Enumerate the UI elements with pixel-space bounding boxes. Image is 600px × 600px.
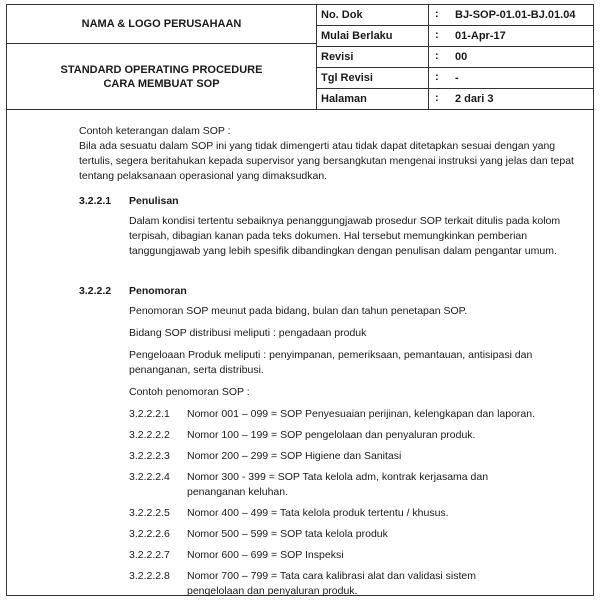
meta-colon: : [435, 29, 439, 41]
section-paragraph: Contoh penomoran SOP : [129, 386, 250, 398]
meta-label: Halaman [321, 93, 367, 105]
meta-row-revision-date [317, 68, 593, 89]
header-meta [317, 5, 593, 109]
meta-value: BJ-SOP-01.01-BJ.01.04 [455, 9, 576, 21]
company-name: NAMA & LOGO PERUSAHAAN [7, 5, 316, 44]
sop-title-line2: CARA MEMBUAT SOP [103, 77, 220, 90]
example-text: Nomor 700 – 799 = Tata cara kalibrasi alat dan validasi sistem pengelolaan dan penyaluran produk. [187, 570, 477, 597]
example-number: 3.2.2.2.3 [129, 450, 170, 462]
section-paragraph: Pengeloaan Produk meliputi : penyimpanan, pemeriksaan, pemantauan, antisipasi dan penanganan, serta distribusi. [129, 349, 533, 376]
intro-block [79, 124, 579, 184]
sop-title [7, 44, 316, 109]
section-paragraph: Bidang SOP distribusi meliputi : pengadaan produk [129, 327, 367, 339]
sop-title-line1: STANDARD OPERATING PROCEDURE [60, 63, 263, 76]
example-number: 3.2.2.2.7 [129, 549, 170, 561]
example-text: Nomor 200 – 299 = SOP Higiene dan Sanitasi [187, 450, 402, 462]
meta-colon: : [435, 71, 439, 83]
intro-heading: Contoh keterangan dalam SOP : [79, 125, 231, 137]
intro-text: Bila ada sesuatu dalam SOP ini yang tidak dimengerti atau tidak dapat ditetapkan sesuai dengan yang tertulis, segera beritahukan kepada supervisor yang bersangkutan mengenai instruksi yang jelas dan tepat tentang pelaksanaan operasional yang dimaksudkan. [79, 140, 574, 182]
document-header [7, 5, 593, 110]
meta-value: 2 dari 3 [455, 93, 494, 105]
meta-value: 00 [455, 51, 468, 63]
section-number: 3.2.2.1 [79, 195, 112, 207]
meta-value: - [455, 72, 459, 84]
section-paragraph: Dalam kondisi tertentu sebaiknya penanggungjawab prosedur SOP terkait ditulis pada kolom terpisah, dibagian kanan pada teks dokumen. Hal tersebut memungkinkan pemberian tanggungjawab yang lebih spesifik dibandingkan dengan penulisan dalam pengantar umum. [129, 215, 561, 257]
example-text: Nomor 400 – 499 = Tata kelola produk tertentu / khusus. [187, 507, 449, 519]
section-title: Penulisan [129, 195, 179, 207]
example-text: Nomor 100 – 199 = SOP pengelolaan dan penyaluran produk. [187, 429, 476, 441]
meta-label: Revisi [321, 51, 354, 63]
section-paragraph: Penomoran SOP meunut pada bidang, bulan dan tahun penetapan SOP. [129, 305, 468, 317]
document-page [6, 4, 594, 596]
example-number: 3.2.2.2.6 [129, 528, 170, 540]
example-number: 3.2.2.2.1 [129, 408, 170, 420]
meta-colon: : [435, 8, 439, 20]
meta-label: Mulai Berlaku [321, 30, 393, 42]
meta-colon: : [435, 50, 439, 62]
meta-row-page [317, 89, 593, 109]
example-number: 3.2.2.2.2 [129, 429, 170, 441]
example-number: 3.2.2.2.8 [129, 570, 170, 582]
example-number: 3.2.2.2.4 [129, 471, 170, 483]
header-left [7, 5, 317, 109]
meta-row-revision [317, 47, 593, 68]
section-number: 3.2.2.2 [79, 285, 112, 297]
example-text: Nomor 500 – 599 = SOP tata kelola produk [187, 528, 388, 540]
example-text: Nomor 300 - 399 = SOP Tata kelola adm, kontrak kerjasama dan penanganan keluhan. [187, 471, 489, 498]
meta-colon: : [435, 92, 439, 104]
meta-row-doc-number [317, 5, 593, 26]
section-title: Penomoran [129, 285, 187, 297]
meta-label: Tgl Revisi [321, 72, 373, 84]
meta-row-effective-date [317, 26, 593, 47]
example-number: 3.2.2.2.5 [129, 507, 170, 519]
meta-value: 01-Apr-17 [455, 30, 506, 42]
example-text: Nomor 600 – 699 = SOP Inspeksi [187, 549, 344, 561]
meta-label: No. Dok [321, 9, 363, 21]
example-text: Nomor 001 – 099 = SOP Penyesuaian perijinan, kelengkapan dan laporan. [187, 408, 536, 420]
